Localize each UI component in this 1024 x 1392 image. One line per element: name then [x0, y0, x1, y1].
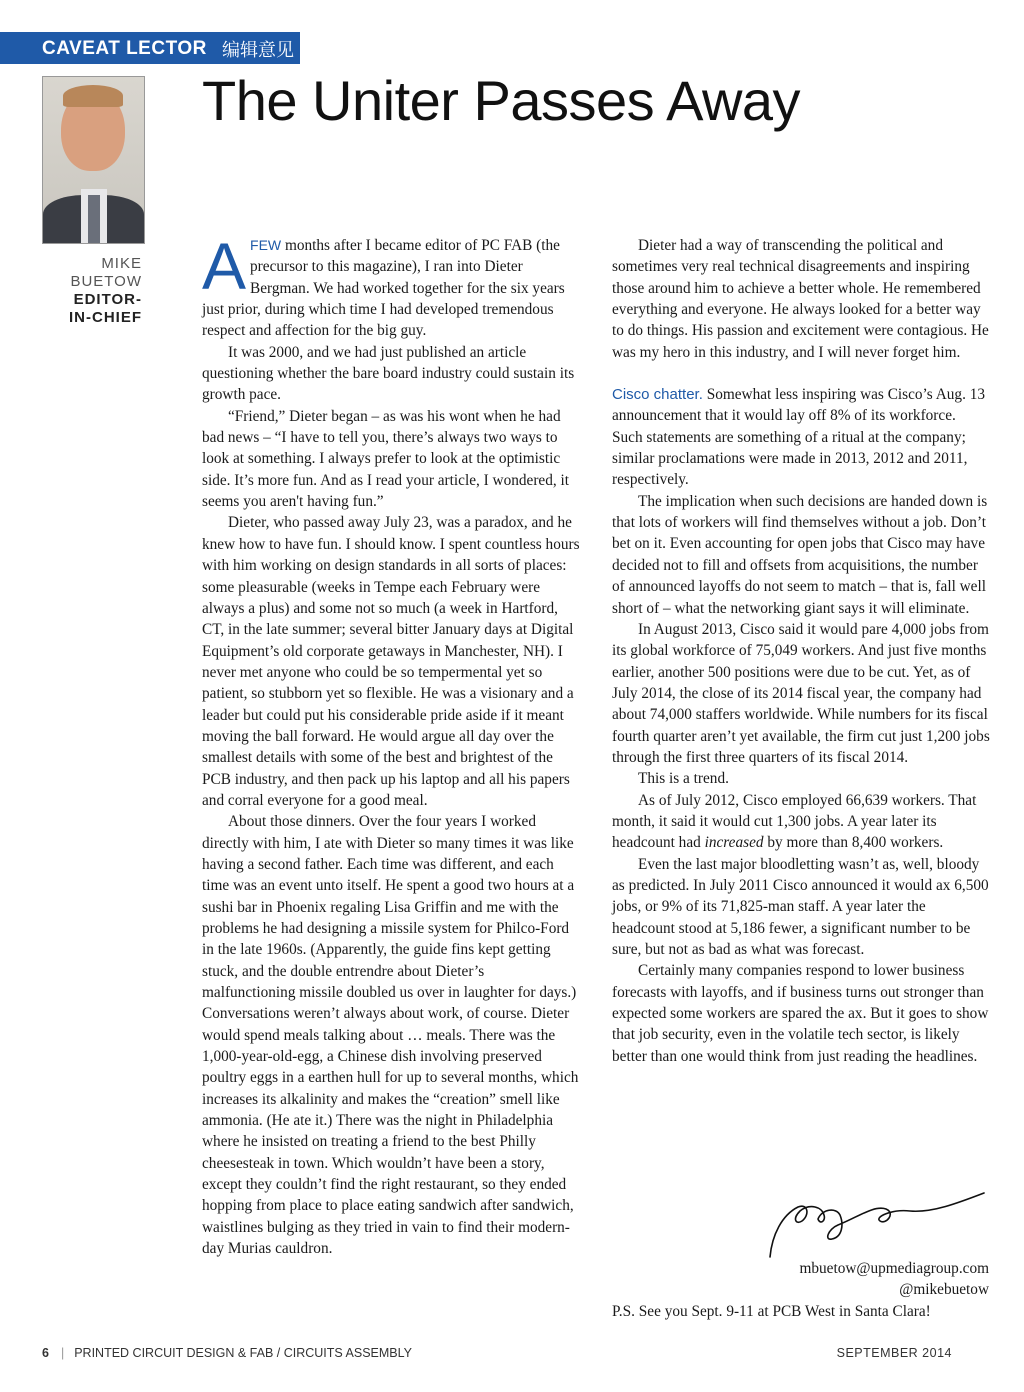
paragraph-7 — [612, 384, 990, 491]
paragraph-7-text: Somewhat less inspiring was Cisco’s Aug. 13 announcement that it would lay off 8% of its workforce. Such statements are something of a ritual at the company; similar proclamations were made in 2013, 2012 and 2011, respectively. — [612, 386, 986, 489]
footer-separator: | — [60, 1346, 65, 1360]
lead-smallcaps: FEW — [250, 237, 282, 253]
issue-date: SEPTEMBER 2014 — [836, 1346, 952, 1360]
paragraph-3: “Friend,” Dieter began – as was his wont when he had bad news – “I have to tell you, there’s always two ways to look at something. I always prefer to look at the optimistic side. It’s more fun. And as I read your article, I wondered, it seems you aren't having fun.” — [202, 407, 570, 511]
headline: The Uniter Passes Away — [202, 69, 801, 132]
author-role-line1: EDITOR- — [73, 291, 142, 308]
section-label: CAVEAT LECTOR — [42, 38, 207, 59]
article-column-left — [202, 229, 580, 1260]
emphasis-increased: increased — [704, 834, 764, 852]
section-label-chinese: 编辑意见 — [222, 40, 294, 61]
paragraph-6: Dieter had a way of transcending the political and sometimes very real technical disagreements and inspiring those around him to achieve a better whole. He remembered everything and everyone. He always looked for a better way to do things. His passion and excitement were contagious. He was my hero in this industry, and I will never forget him. — [612, 237, 989, 361]
contact-email[interactable]: mbuetow@upmediagroup.com — [799, 1260, 989, 1277]
paragraph-1-text: months after I became editor of PC FAB (the precursor to this magazine), I ran into Dieter Bergman. We had worked together for the six years just prior, during which time I had developed tremendous respect and affection for the big guy. — [202, 237, 565, 340]
paragraph-1 — [202, 229, 580, 342]
paragraph-4: Dieter, who passed away July 23, was a paradox, and he knew how to have fun. I should know. I spent countless hours with him working on design standards in all sorts of places: some pleasurable (weeks in Tempe each February were always a plus) and some not so much (a week in Hartford, CT, in the late summer; several bitter January days at Digital Equipment’s old corporate getaways in Manchester, NH). I never met anyone who could be so tempermental yet so patient, so stubborn yet so flexible. He was a visionary and a leader but could put his considerable pride aside if it meant moving the ball forward. He would argue all day over the smallest details with some of the best and brightest of the PCB industry, and then pack up his laptop and all his papers and corral everyone for a good meal. — [202, 514, 580, 809]
paragraph-2: It was 2000, and we had just published an article questioning whether the bare board industry could sustain its growth pace. — [202, 343, 575, 404]
paragraph-10: This is a trend. — [638, 770, 729, 788]
paragraph-13: Certainly many companies respond to lower business forecasts with layoffs, and if business turns out stronger than expected some workers are spared the ax. But it goes to show that job security, even in the volatile tech sector, is likely better than one would think from just reading the headlines. — [612, 962, 989, 1065]
author-last-name: BUETOW — [70, 273, 142, 290]
author-signature — [762, 1185, 992, 1265]
dropcap: A — [202, 229, 247, 303]
author-byline — [40, 255, 142, 327]
page-number: 6 — [42, 1346, 49, 1360]
postscript: P.S. See you Sept. 9-11 at PCB West in Santa Clara! — [612, 1303, 931, 1320]
footer-left — [42, 1346, 412, 1360]
paragraph-9: In August 2013, Cisco said it would pare 4,000 jobs from its global workforce of 75,049 workers. And just five months earlier, another 500 positions were due to be cut. Yet, as of July 2014, the close of its 2014 fiscal year, the company had about 74,000 staffers worldwide. While numbers for its fiscal fourth quarter aren’t yet available, the firm cut just 1,200 jobs through the first three quarters of its fiscal 2014. — [612, 620, 990, 766]
paragraph-8: The implication when such decisions are handed down is that lots of workers will find themselves without a job. Don’t bet on it. Even accounting for open jobs that Cisco may have decided not to fill and offsets from acquisitions, the number of announced layoffs do not seem to match – that is, fall well short of – what the networking giant says it will eliminate. — [612, 492, 988, 617]
article-column-right — [612, 235, 990, 1067]
section-banner — [0, 32, 300, 64]
contact-twitter[interactable]: @mikebuetow — [899, 1281, 989, 1299]
subhead-cisco-chatter: Cisco chatter. — [612, 386, 703, 404]
paragraph-5: About those dinners. Over the four years I worked directly with him, I ate with Dieter so many times it was like having a second father. Each time was different, and each time was an event unto itself. He spent a good two hours at a sushi bar in Phoenix regaling Lisa Griffin and me with the problems he had designing a missile system for Philco-Ford in the late 1960s. (Apparently, the guide fins kept getting stuck, and the double entrendre about Dieter’s malfunctioning missile doubled us over in laughter for days.) Conversations weren’t always about work, of course. Dieter would spend meals talking about … meals. There was the 1,000-year-old-egg, a Chinese dish involving preserved poultry eggs in a earthen hull for up to several months, which increases its alkalinity and makes the “creation” smell like ammonia. (He ate it.) There was the night in Philadelphia where he insisted on treating a friend to the best Philly cheesesteak in town. Which wouldn’t have been a story, except they couldn’t find the right restaurant, so they ended hopping from place to place eating sandwich after sandwich, waistlines bulging as they tried in vain to find their modern-day Murias cauldron. — [202, 813, 579, 1258]
author-role-line2: IN-CHIEF — [69, 309, 142, 326]
author-photo — [42, 76, 145, 244]
paragraph-11: As of July 2012, Cisco employed 66,639 workers. That month, it said it would cut 1,300 jobs. A year later its headcount had increased by more than 8,400 workers. — [612, 791, 977, 852]
author-first-name: MIKE — [101, 255, 142, 272]
paragraph-12: Even the last major bloodletting wasn’t as, well, bloody as predicted. In July 2011 Cisco announced it would ax 6,500 jobs, or 9% of its 71,825-man staff. A year later the headcount stood at 5,186 fewer, a significant number to be sure, but not as bad as what was forecast. — [612, 855, 989, 958]
publication-name: PRINTED CIRCUIT DESIGN & FAB / CIRCUITS ASSEMBLY — [74, 1346, 412, 1360]
contact-block — [799, 1258, 989, 1301]
